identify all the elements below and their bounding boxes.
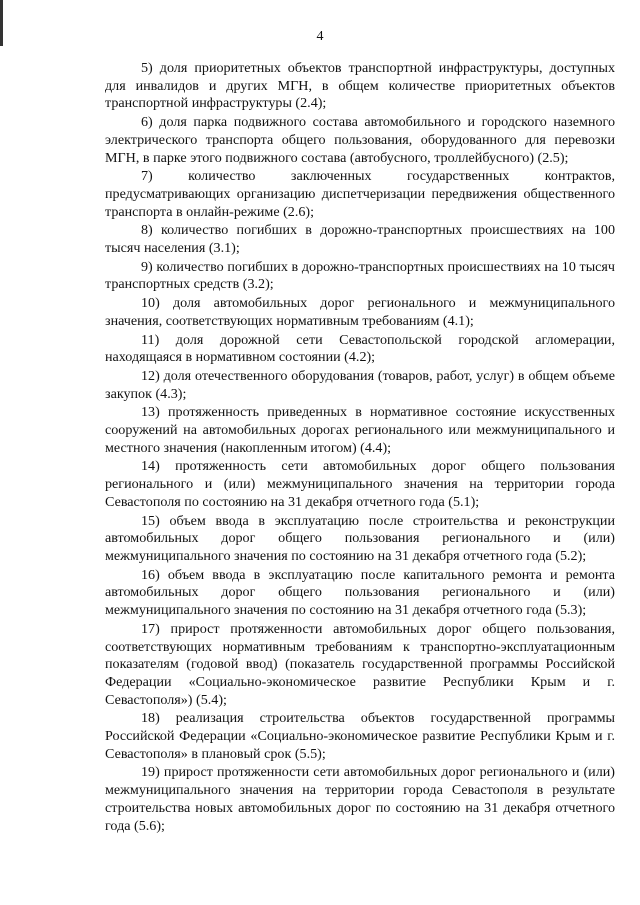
list-item-9: 9) количество погибших в дорожно-транспортных происшествиях на 10 тысяч транспортных средств (3.2); [105, 258, 615, 293]
list-item-13: 13) протяженность приведенных в нормативное состояние искусственных сооружений на автомобильных дорогах регионального или межмуниципального и местного значения (накопленным итогом) (4.4); [105, 404, 615, 456]
list-item-18: 18) реализация строительства объектов государственной программы Российской Федерации «Социально-экономическое развитие Республики Крым и г. Севастополя» в плановый срок (5.5); [105, 710, 615, 762]
page-number: 4 [316, 29, 324, 44]
list-item-11: 11) доля дорожной сети Севастопольской городской агломерации, находящаяся в нормативном состоянии (4.2); [105, 331, 615, 366]
list-item-17: 17) прирост протяженности автомобильных дорог общего пользования, соответствующих нормативным требованиям к транспортно-эксплуатационным показателям (годовой ввод) (показатель государственной программы Российской Федерации «Социально-экономическое развитие Республики Крым и г. Севастополя») (5.4); [105, 620, 615, 708]
list-item-5: 5) доля приоритетных объектов транспортной инфраструктуры, доступных для инвалидов и других МГН, в общем количестве приоритетных объектов транспортной инфраструктуры (2.4); [105, 60, 615, 112]
list-item-6: 6) доля парка подвижного состава автомобильного и городского наземного электрического транспорта общего пользования, оборудованного для перевозки МГН, в парке этого подвижного состава (автобусного, троллейбусного) (2.5); [105, 114, 615, 166]
list-item-12: 12) доля отечественного оборудования (товаров, работ, услуг) в общем объеме закупок (4.3); [105, 367, 615, 402]
list-item-8: 8) количество погибших в дорожно-транспортных происшествиях на 100 тысяч населения (3.1); [105, 222, 615, 257]
list-item-10: 10) доля автомобильных дорог регионального и межмуниципального значения, соответствующих нормативным требованиям (4.1); [105, 295, 615, 329]
list-item-15: 15) объем ввода в эксплуатацию после строительства и реконструкции автомобильных дорог общего пользования регионального и (или) межмуниципального значения по состоянию на 31 декабря отчетного года (5.2); [105, 512, 615, 564]
document-body [105, 60, 615, 836]
list-item-19: 19) прирост протяженности сети автомобильных дорог регионального и (или) межмуниципального значения на территории города Севастополя в результате строительства новых автомобильных дорог по состоянию на 31 декабря отчетного года (5.6); [105, 764, 615, 834]
list-item-7: 7) количество заключенных государственных контрактов, предусматривающих организацию диспетчеризации передвижения общественного транспорта в онлайн-режиме (2.6); [105, 168, 615, 220]
list-item-16: 16) объем ввода в эксплуатацию после капитального ремонта и ремонта автомобильных дорог общего пользования регионального и (или) межмуниципального значения по состоянию на 31 декабря отчетного года (5.3); [105, 566, 615, 619]
list-item-14: 14) протяженность сети автомобильных дорог общего пользования регионального и (или) межмуниципального значения на территории города Севастополя по состоянию на 31 декабря отчетного года (5.1); [105, 458, 615, 510]
